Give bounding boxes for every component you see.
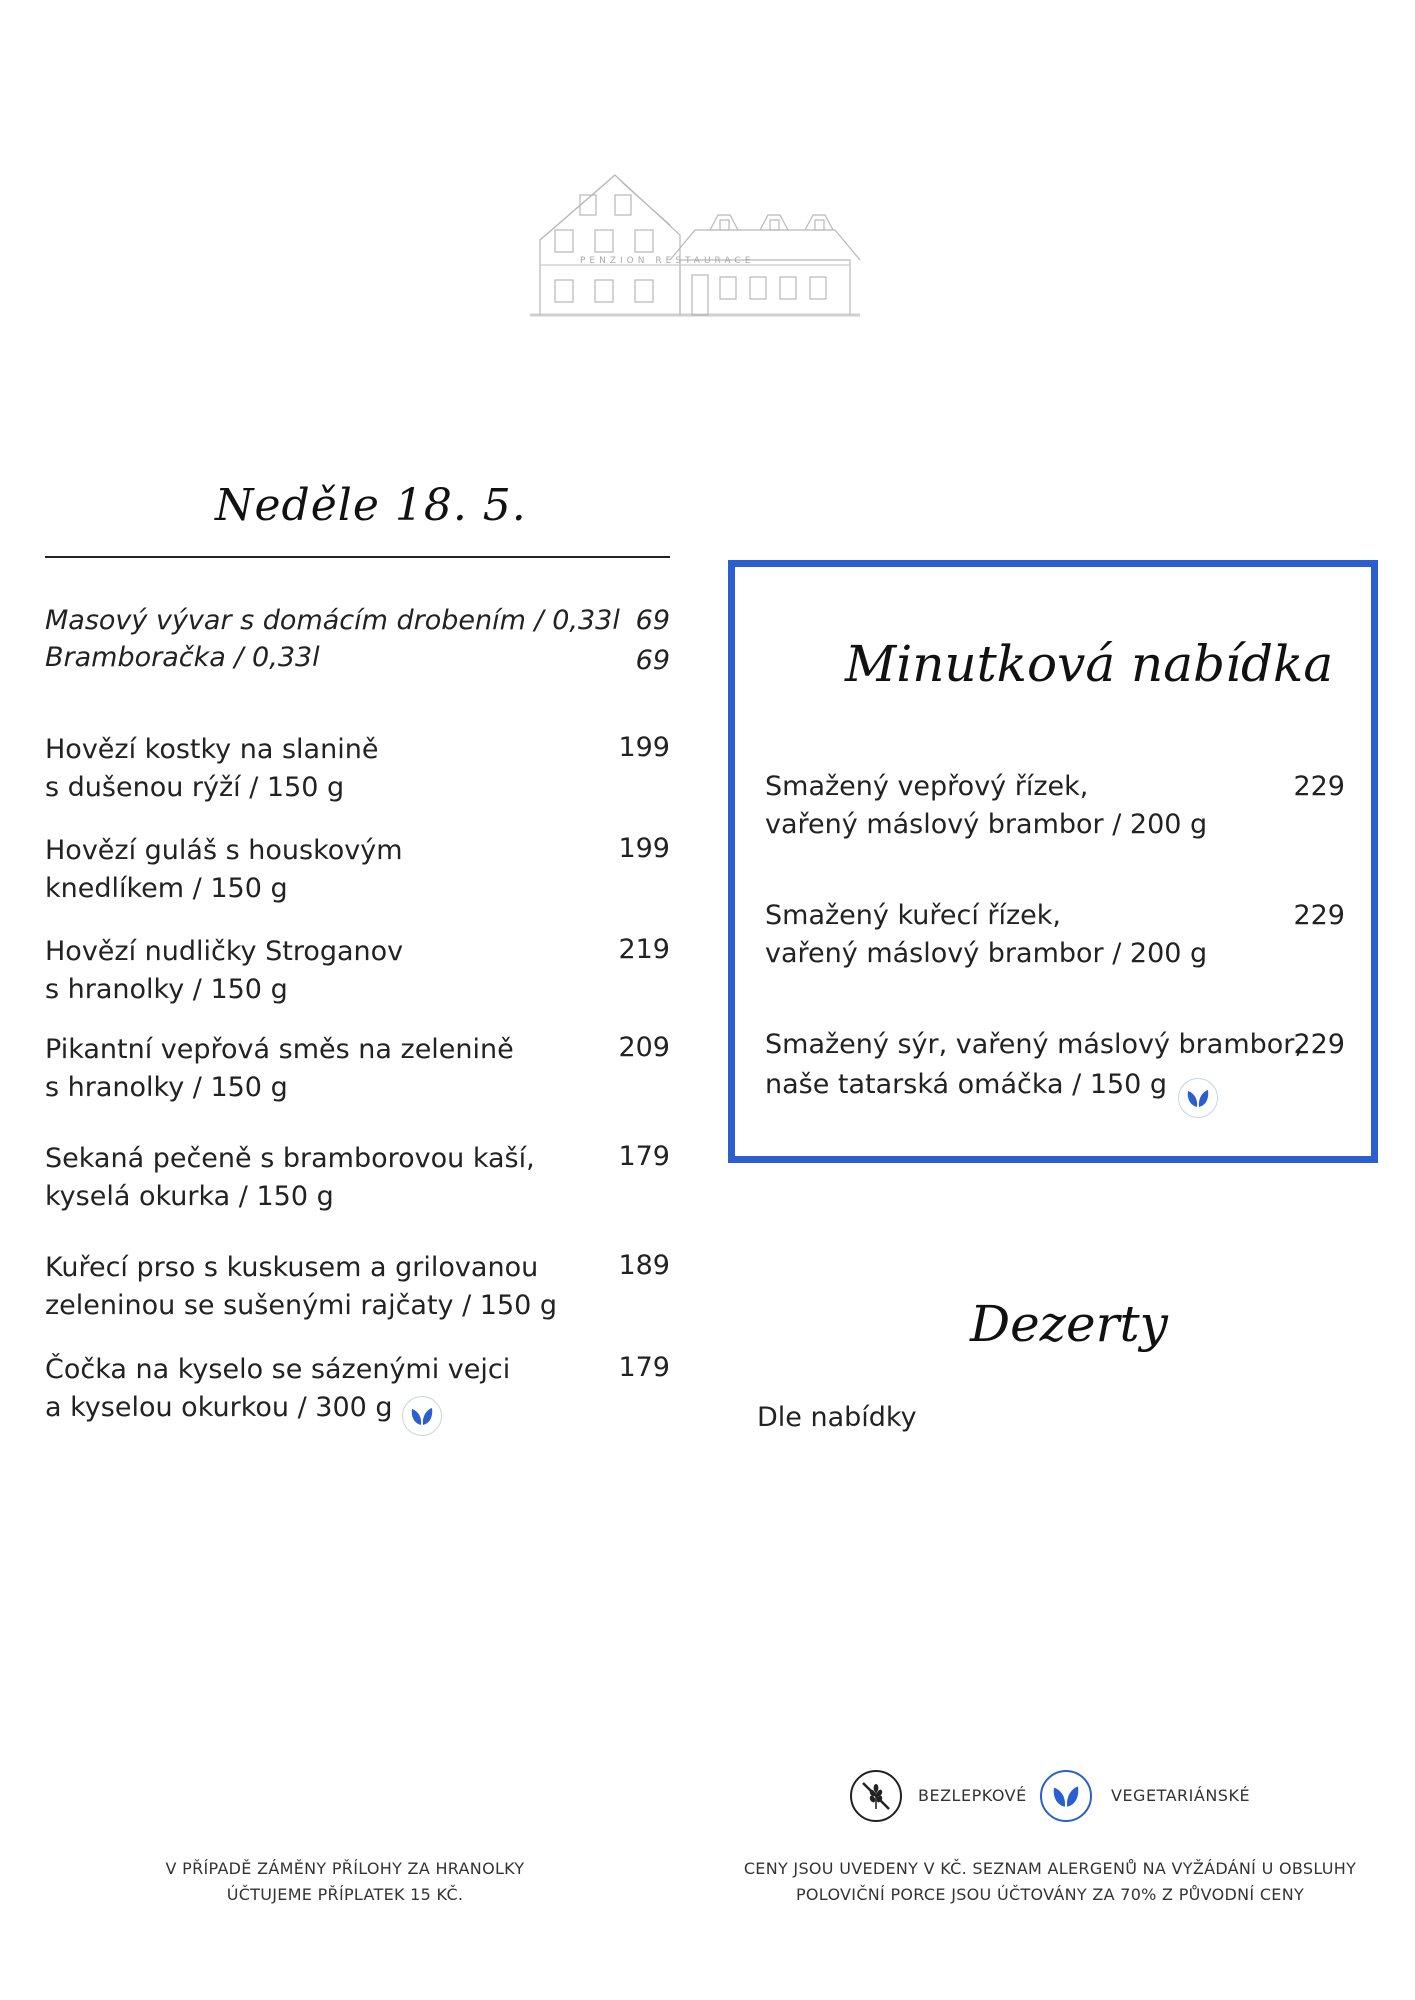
item-name-line2: kyselá okurka / 150 g	[45, 1181, 334, 1212]
footer-right-line1: CENY JSOU UVEDENY V KČ. SEZNAM ALERGENŮ NA VYŽÁDÁNÍ U OBSLUHY	[743, 1859, 1357, 1878]
item-name-line2: s hranolky / 150 g	[45, 974, 288, 1005]
item-name-line2: a kyselou okurkou / 300 g	[45, 1392, 393, 1423]
footer-left-note	[140, 1856, 550, 1908]
item-name-line2: knedlíkem / 150 g	[45, 873, 288, 904]
item-price: 199	[618, 833, 670, 864]
item-name-line2: zeleninou se sušenými rajčaty / 150 g	[45, 1290, 558, 1321]
vegetarian-label: VEGETARIÁNSKÉ	[1111, 1786, 1251, 1805]
item-name-line1: Pikantní vepřová směs na zelenině	[45, 1034, 514, 1065]
main-item	[45, 1140, 670, 1220]
main-item	[45, 1249, 670, 1329]
item-price: 229	[1293, 771, 1345, 802]
title-divider	[45, 556, 670, 558]
daily-menu-title: Neděle 18. 5.	[215, 480, 527, 531]
minutka-item	[765, 897, 1345, 977]
item-name-line1: Sekaná pečeně s bramborovou kaší,	[45, 1143, 535, 1174]
main-item	[45, 933, 670, 1013]
footer-left-line2: ÚČTUJEME PŘÍPLATEK 15 KČ.	[226, 1885, 464, 1904]
item-name-line1: Čočka na kyselo se sázenými vejci	[45, 1354, 511, 1385]
item-name-line1: Hovězí kostky na slanině	[45, 734, 379, 765]
main-item	[45, 1031, 670, 1111]
item-price: 229	[1293, 1029, 1345, 1060]
gluten-free-icon	[850, 1770, 902, 1822]
footer-left-line1: V PŘÍPADĚ ZÁMĚNY PŘÍLOHY ZA HRANOLKY	[165, 1859, 525, 1878]
footer-right-note	[720, 1856, 1380, 1908]
item-name-line2: s dušenou rýží / 150 g	[45, 772, 345, 803]
main-item	[45, 832, 670, 912]
item-name-line1: Kuřecí prso s kuskusem a grilovanou	[45, 1252, 539, 1283]
minutka-title: Minutková nabídka	[845, 635, 1334, 693]
main-item	[45, 1351, 670, 1431]
item-name-line2: s hranolky / 150 g	[45, 1072, 288, 1103]
item-name-line2: vařený máslový brambor / 200 g	[765, 809, 1208, 840]
minutka-item	[765, 1026, 1345, 1106]
item-price: 209	[618, 1032, 670, 1063]
item-name-line2: naše tatarská omáčka / 150 g	[765, 1069, 1168, 1100]
soup-item	[45, 602, 670, 642]
item-name-line1: Hovězí nudličky Stroganov	[45, 936, 404, 967]
vegetarian-leaf-icon	[1040, 1770, 1092, 1822]
vegetarian-leaf-icon	[1178, 1078, 1218, 1118]
gluten-free-label: BEZLEPKOVÉ	[918, 1786, 1027, 1805]
soup-price: 69	[635, 605, 670, 636]
soup-item	[45, 637, 670, 677]
minutka-item	[765, 768, 1345, 848]
vegetarian-leaf-icon	[402, 1396, 442, 1436]
item-price: 189	[618, 1250, 670, 1281]
item-price: 199	[618, 732, 670, 763]
footer-right-line2: POLOVIČNÍ PORCE JSOU ÚČTOVÁNY ZA 70% Z PŮVODNÍ CENY	[795, 1885, 1305, 1904]
soup-name: Masový vývar s domácím drobením / 0,33l	[45, 605, 620, 636]
main-item	[45, 731, 670, 811]
item-name-line1: Smažený sýr, vařený máslový brambor,	[765, 1029, 1303, 1060]
item-name-line1: Hovězí guláš s houskovým	[45, 835, 403, 866]
desserts-text: Dle nabídky	[757, 1402, 917, 1433]
soup-price: 69	[635, 645, 670, 676]
soup-name: Bramboračka / 0,33l	[45, 642, 320, 673]
item-price: 179	[618, 1141, 670, 1172]
item-price: 179	[618, 1352, 670, 1383]
item-price: 229	[1293, 900, 1345, 931]
svg-text:PENZION RESTAURACE: PENZION RESTAURACE	[580, 256, 755, 266]
house-sketch-logo	[520, 165, 880, 365]
item-name-line1: Smažený kuřecí řízek,	[765, 900, 1062, 931]
item-name-line2: vařený máslový brambor / 200 g	[765, 938, 1208, 969]
item-price: 219	[618, 934, 670, 965]
item-name-line1: Smažený vepřový řízek,	[765, 771, 1089, 802]
desserts-title: Dezerty	[970, 1295, 1168, 1353]
